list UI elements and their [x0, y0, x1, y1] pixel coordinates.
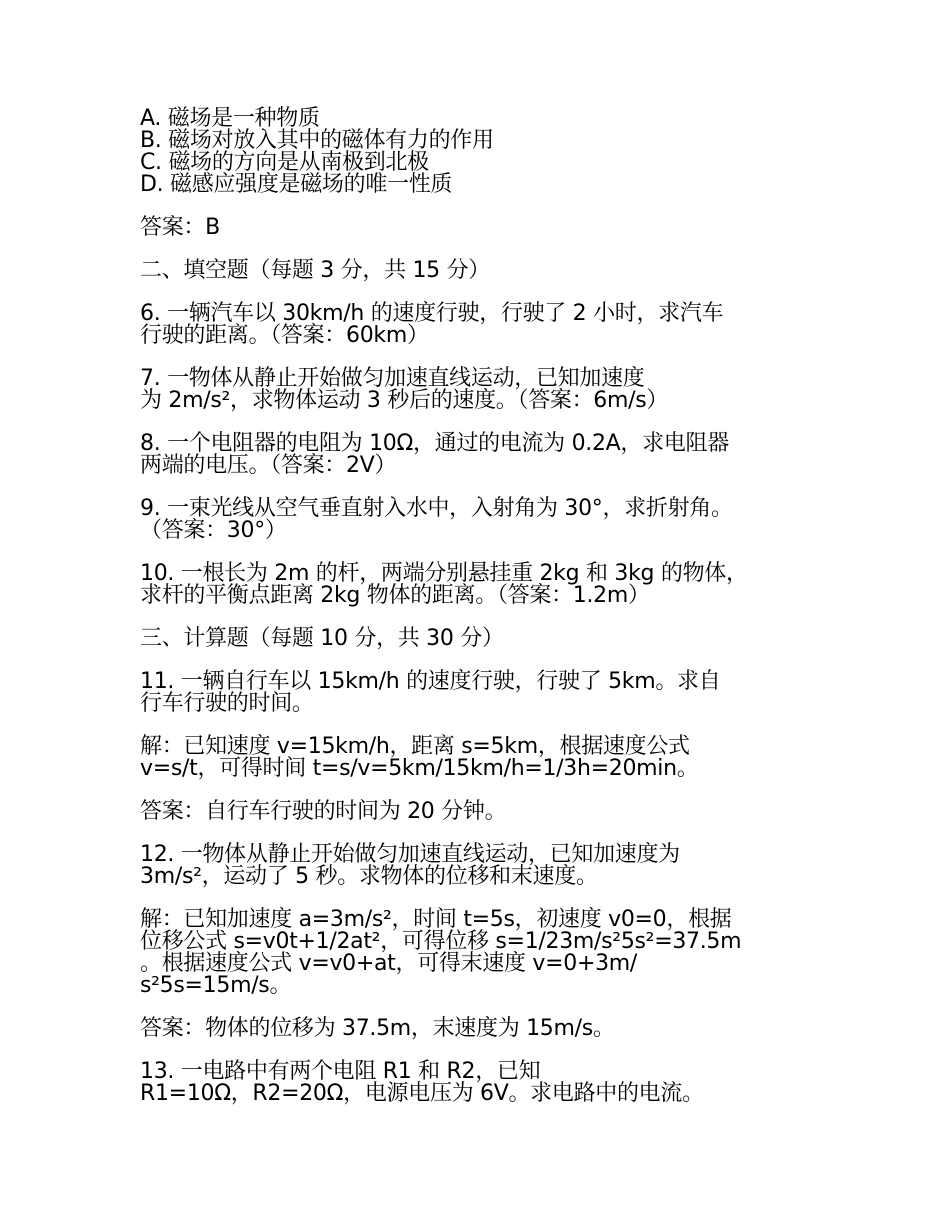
question-6 — [140, 303, 810, 347]
question-line: 求杆的平衡点距离 2kg 物体的距离。（答案：1.2m） — [140, 583, 650, 608]
solution-line: 位移公式 s=v0t+1/2at²，可得位移 s=1/23m/s²5s²=37.5m — [140, 929, 742, 954]
question-line: 10. 一根长为 2m 的杆，两端分别悬挂重 2kg 和 3kg 的物体， — [140, 561, 748, 586]
answer-line: 答案：物体的位移为 37.5m，末速度为 15m/s。 — [140, 1016, 615, 1041]
solution-line: s²5s=15m/s。 — [140, 973, 292, 998]
question-line: R1=10Ω，R2=20Ω，电源电压为 6V。求电路中的电流。 — [140, 1081, 704, 1106]
answer-line: 答案：自行车行驶的时间为 20 分钟。 — [140, 799, 507, 824]
question-9 — [140, 498, 810, 542]
question-7 — [140, 368, 810, 412]
section-3-heading — [140, 628, 810, 650]
question-11-solution — [140, 736, 810, 780]
question-line: 为 2m/s²，求物体运动 3 秒后的速度。（答案：6m/s） — [140, 388, 669, 413]
question-line: （答案：30°） — [140, 518, 287, 543]
answer-line: 答案：B — [140, 215, 220, 240]
question-line: 7. 一物体从静止开始做匀加速直线运动，已知加速度 — [140, 366, 645, 391]
section-title: 三、计算题（每题 10 分，共 30 分） — [140, 626, 504, 651]
option-d: D. 磁感应强度是磁场的唯一性质 — [140, 172, 453, 197]
question-12-solution — [140, 909, 810, 997]
question-line: 12. 一物体从静止开始做匀加速直线运动，已知加速度为 — [140, 842, 680, 867]
question-line: 3m/s²，运动了 5 秒。求物体的位移和末速度。 — [140, 864, 598, 889]
solution-line: 。根据速度公式 v=v0+at，可得末速度 v=0+3m/ — [140, 951, 638, 976]
document-page — [140, 108, 810, 1126]
solution-line: 解：已知加速度 a=3m/s²，时间 t=5s，初速度 v0=0，根据 — [140, 907, 732, 932]
question-5-options — [140, 108, 810, 196]
section-title: 二、填空题（每题 3 分，共 15 分） — [140, 258, 490, 283]
question-11 — [140, 671, 810, 715]
solution-line: 解：已知速度 v=15km/h，距离 s=5km，根据速度公式 — [140, 734, 690, 759]
question-11-answer — [140, 801, 810, 823]
question-line: 行驶的距离。（答案：60km） — [140, 323, 429, 348]
option-a: A. 磁场是一种物质 — [140, 106, 320, 131]
question-13 — [140, 1061, 810, 1105]
question-line: 行车行驶的时间。 — [140, 691, 314, 716]
question-line: 两端的电压。（答案：2V） — [140, 453, 397, 478]
question-10 — [140, 563, 810, 607]
question-12 — [140, 844, 810, 888]
question-line: 13. 一电路中有两个电阻 R1 和 R2，已知 — [140, 1059, 541, 1084]
question-12-answer — [140, 1018, 810, 1040]
option-b: B. 磁场对放入其中的磁体有力的作用 — [140, 128, 494, 153]
section-2-heading — [140, 260, 810, 282]
question-line: 11. 一辆自行车以 15km/h 的速度行驶，行驶了 5km。求自 — [140, 669, 721, 694]
question-line: 8. 一个电阻器的电阻为 10Ω，通过的电流为 0.2A，求电阻器 — [140, 431, 729, 456]
question-8 — [140, 433, 810, 477]
question-line: 9. 一束光线从空气垂直射入水中，入射角为 30°，求折射角。 — [140, 496, 733, 521]
question-5-answer — [140, 217, 810, 239]
option-c: C. 磁场的方向是从南极到北极 — [140, 150, 429, 175]
question-line: 6. 一辆汽车以 30km/h 的速度行驶，行驶了 2 小时，求汽车 — [140, 301, 724, 326]
solution-line: v=s/t，可得时间 t=s/v=5km/15km/h=1/3h=20min。 — [140, 756, 699, 781]
